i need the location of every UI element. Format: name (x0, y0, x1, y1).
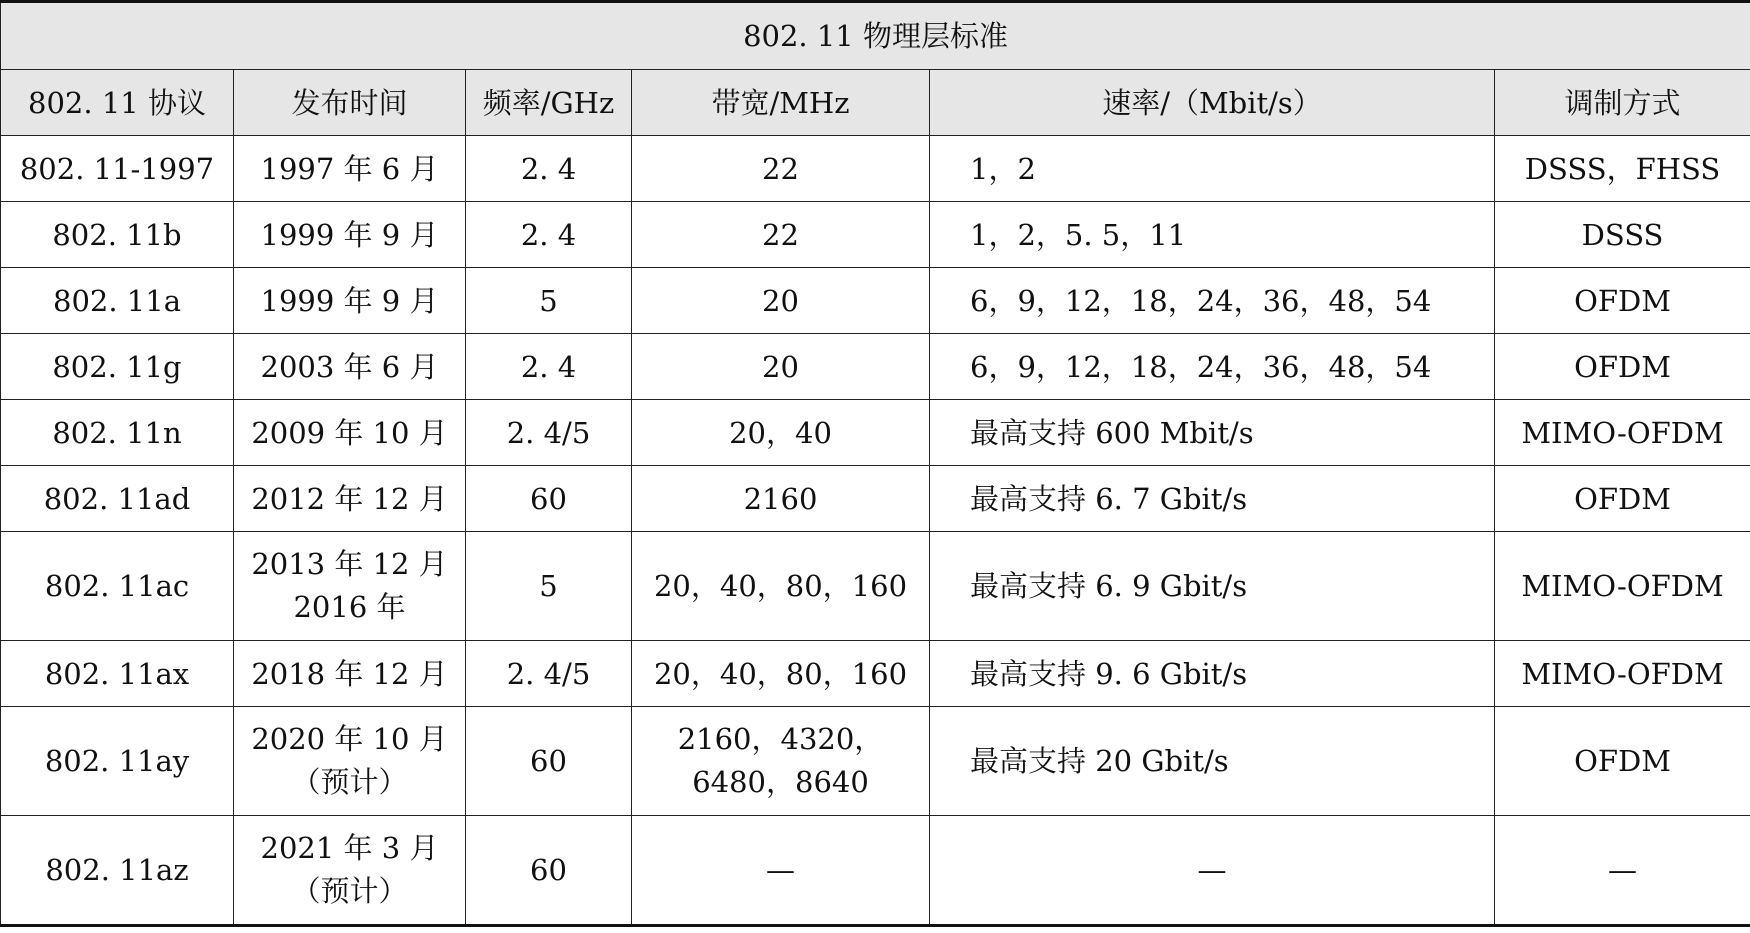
release-date-cell (234, 202, 466, 268)
bandwidth-cell (632, 707, 930, 816)
bandwidth-cell (632, 136, 930, 202)
release-date-line: 2021 年 3 月 (260, 831, 439, 865)
bandwidth-cell (632, 268, 930, 334)
bandwidth-cell (632, 532, 930, 641)
bandwidth-line: 22 (762, 151, 799, 186)
release-date-line: 2009 年 10 月 (251, 415, 448, 450)
bandwidth-line: 20，40，80，160 (653, 569, 908, 603)
protocol-cell: 802. 11ay (1, 707, 234, 816)
rate-cell: 最高支持 6. 7 Gbit/s (930, 466, 1495, 532)
bandwidth-cell (632, 202, 930, 268)
table-row (1, 334, 1750, 400)
release-date-cell (234, 707, 466, 816)
bandwidth-line: — (766, 853, 795, 887)
bandwidth-line: 20，40 (729, 415, 832, 450)
frequency-cell: 60 (466, 816, 632, 926)
release-date-line: 2020 年 10 月 (251, 722, 448, 756)
frequency-cell: 5 (466, 268, 632, 334)
rate-cell: — (930, 816, 1495, 926)
header-protocol: 802. 11 协议 (1, 70, 234, 136)
table-header-row (1, 70, 1750, 136)
bandwidth-cell (632, 816, 930, 926)
modulation-cell: MIMO-OFDM (1495, 400, 1750, 466)
rate-cell: 最高支持 9. 6 Gbit/s (930, 641, 1495, 707)
release-date-line: 2003 年 6 月 (260, 349, 439, 384)
release-date-line: 2012 年 12 月 (251, 481, 448, 516)
frequency-cell: 60 (466, 707, 632, 816)
modulation-cell: MIMO-OFDM (1495, 641, 1750, 707)
modulation-cell: MIMO-OFDM (1495, 532, 1750, 641)
bandwidth-line: 20 (762, 283, 799, 318)
table-row (1, 532, 1750, 641)
protocol-cell: 802. 11ad (1, 466, 234, 532)
bandwidth-cell (632, 641, 930, 707)
table-row (1, 816, 1750, 926)
header-frequency: 频率/GHz (466, 70, 632, 136)
release-date-cell (234, 641, 466, 707)
bandwidth-line: 6480，8640 (692, 765, 869, 799)
release-date-line: （预计） (291, 874, 408, 908)
rate-cell: 6，9，12，18，24，36，48，54 (930, 268, 1495, 334)
table-title: 802. 11 物理层标准 (1, 2, 1750, 70)
table-row (1, 400, 1750, 466)
protocol-cell: 802. 11-1997 (1, 136, 234, 202)
modulation-cell: OFDM (1495, 466, 1750, 532)
bandwidth-cell (632, 400, 930, 466)
release-date-line: 1997 年 6 月 (260, 151, 439, 186)
table-row (1, 136, 1750, 202)
header-rate: 速率/（Mbit/s） (930, 70, 1495, 136)
modulation-cell: DSSS，FHSS (1495, 136, 1750, 202)
bandwidth-cell (632, 334, 930, 400)
release-date-line: 2016 年 (293, 590, 406, 624)
bandwidth-line: 20 (762, 349, 799, 384)
header-modulation: 调制方式 (1495, 70, 1750, 136)
frequency-cell: 2. 4 (466, 334, 632, 400)
protocol-cell: 802. 11ac (1, 532, 234, 641)
release-date-cell (234, 268, 466, 334)
modulation-cell: OFDM (1495, 268, 1750, 334)
modulation-cell: DSSS (1495, 202, 1750, 268)
release-date-cell (234, 816, 466, 926)
table-row (1, 466, 1750, 532)
table-row (1, 641, 1750, 707)
protocol-cell: 802. 11az (1, 816, 234, 926)
frequency-cell: 5 (466, 532, 632, 641)
rate-cell: 最高支持 600 Mbit/s (930, 400, 1495, 466)
bandwidth-line: 22 (762, 217, 799, 252)
frequency-cell: 2. 4 (466, 136, 632, 202)
rate-cell: 6，9，12，18，24，36，48，54 (930, 334, 1495, 400)
table-row (1, 707, 1750, 816)
release-date-cell (234, 400, 466, 466)
release-date-cell (234, 532, 466, 641)
table-title-row (1, 2, 1750, 70)
release-date-cell (234, 334, 466, 400)
table-row (1, 202, 1750, 268)
release-date-line: 1999 年 9 月 (260, 283, 439, 318)
frequency-cell: 2. 4 (466, 202, 632, 268)
header-bandwidth: 带宽/MHz (632, 70, 930, 136)
modulation-cell: — (1495, 816, 1750, 926)
release-date-line: （预计） (291, 765, 408, 799)
header-release-date: 发布时间 (234, 70, 466, 136)
bandwidth-line: 20，40，80，160 (653, 656, 908, 691)
protocol-cell: 802. 11g (1, 334, 234, 400)
frequency-cell: 2. 4/5 (466, 400, 632, 466)
table-row (1, 268, 1750, 334)
frequency-cell: 60 (466, 466, 632, 532)
protocol-cell: 802. 11b (1, 202, 234, 268)
rate-cell: 最高支持 20 Gbit/s (930, 707, 1495, 816)
release-date-cell (234, 136, 466, 202)
rate-cell: 1，2，5. 5，11 (930, 202, 1495, 268)
modulation-cell: OFDM (1495, 707, 1750, 816)
rate-cell: 最高支持 6. 9 Gbit/s (930, 532, 1495, 641)
release-date-cell (234, 466, 466, 532)
frequency-cell: 2. 4/5 (466, 641, 632, 707)
bandwidth-line: 2160，4320， (677, 722, 884, 756)
table-body (1, 136, 1750, 926)
protocol-cell: 802. 11n (1, 400, 234, 466)
protocol-cell: 802. 11ax (1, 641, 234, 707)
protocol-cell: 802. 11a (1, 268, 234, 334)
bandwidth-line: 2160 (743, 481, 818, 516)
release-date-line: 2018 年 12 月 (251, 656, 448, 691)
release-date-line: 1999 年 9 月 (260, 217, 439, 252)
modulation-cell: OFDM (1495, 334, 1750, 400)
release-date-line: 2013 年 12 月 (251, 547, 448, 581)
bandwidth-cell (632, 466, 930, 532)
rate-cell: 1，2 (930, 136, 1495, 202)
